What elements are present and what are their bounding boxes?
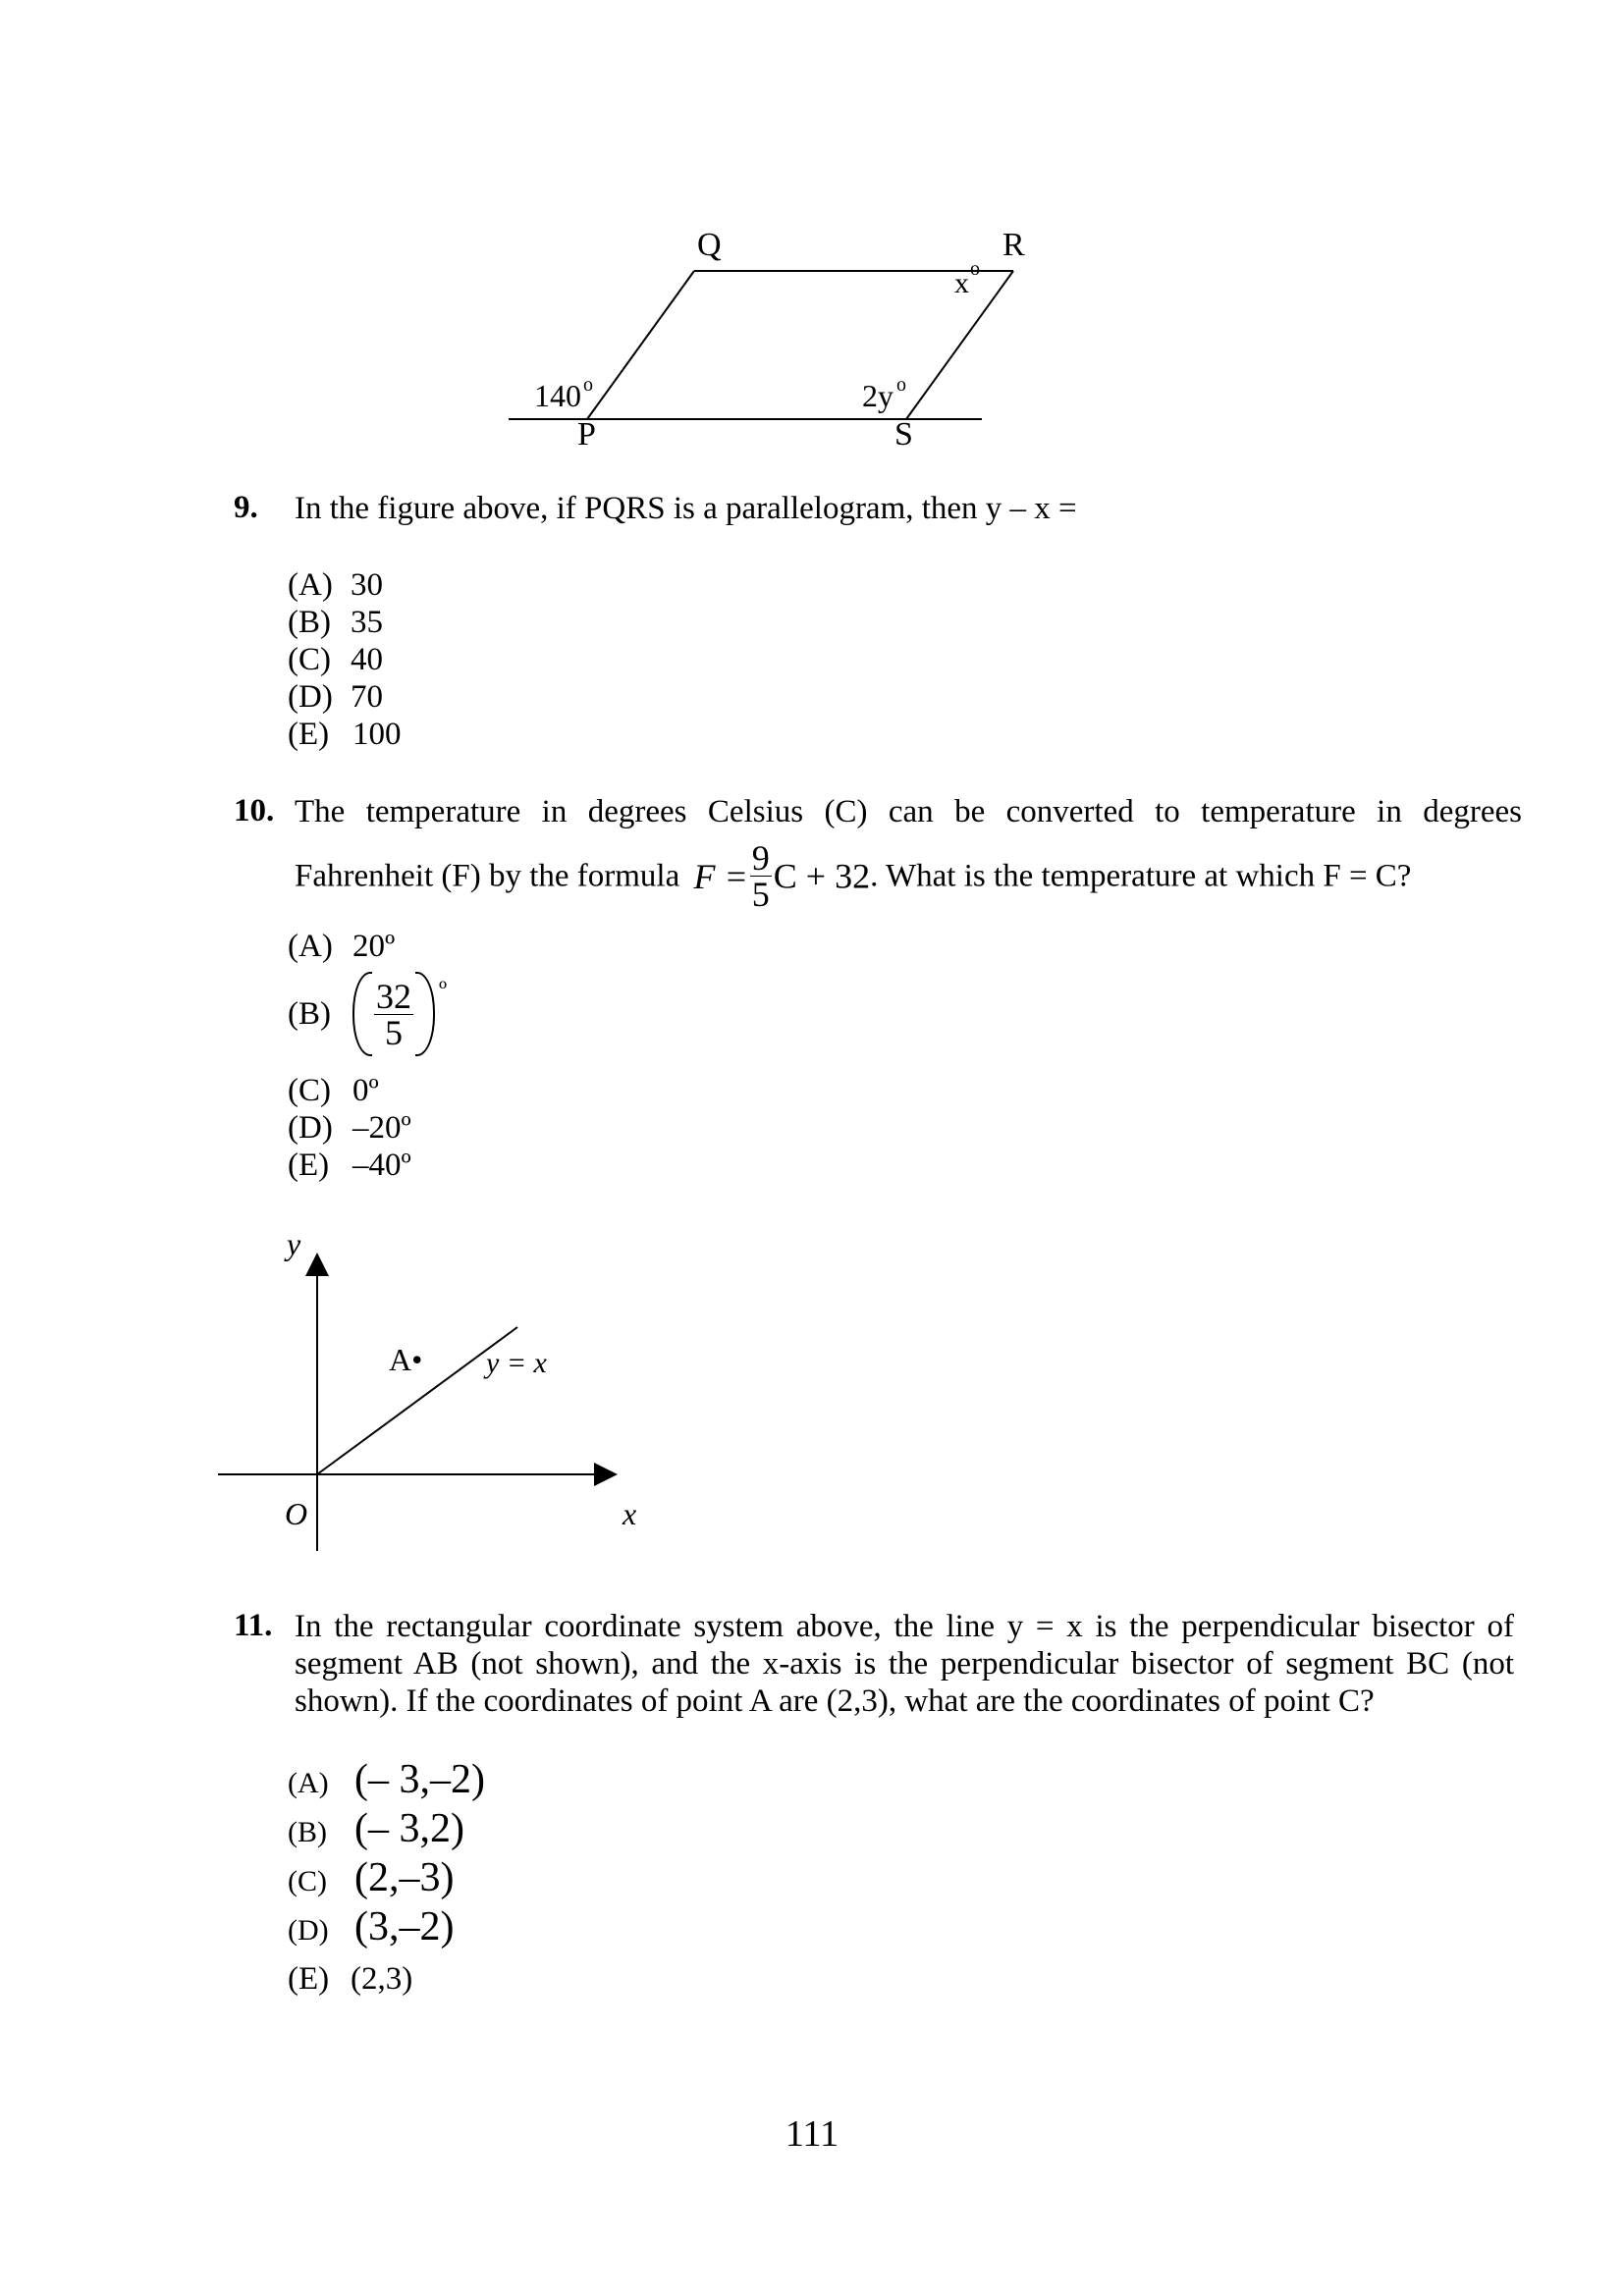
choice-label: (D) (288, 1914, 329, 1947)
choice-label: (C) (288, 1865, 327, 1897)
choice-value: –40º (352, 1148, 411, 1183)
choice-value: (– 3,2) (354, 1806, 464, 1851)
choice-label: (D) (288, 1110, 333, 1146)
q11-choice-e[interactable] (288, 1960, 412, 1998)
choice-label: (A) (288, 1767, 329, 1799)
label-p: P (577, 416, 596, 453)
choice-value: (2,3) (351, 1961, 413, 1997)
axis-label-x: x (623, 1496, 637, 1531)
choice-label: (E) (288, 1961, 330, 1997)
choice-label: (B) (288, 996, 331, 1032)
label-s: S (894, 416, 913, 453)
line-label: y = x (486, 1347, 547, 1379)
q11-choice-d[interactable] (288, 1904, 455, 1949)
choice-value: 20º (352, 929, 396, 964)
choice-b-denominator: 5 (385, 1012, 403, 1052)
q10-line2-pre: Fahrenheit (F) by the formula (295, 858, 680, 894)
label-q: Q (697, 227, 722, 263)
angle-2y-degree: o (896, 374, 906, 396)
choice-label: (C) (288, 1073, 331, 1108)
question-10-number: 10. (234, 793, 275, 828)
choice-label: (B) (288, 1816, 327, 1848)
axis-label-y: y (287, 1226, 301, 1261)
choice-label: (A) (288, 929, 333, 964)
choice-value: 100 (352, 717, 402, 752)
page-number: 111 (785, 2113, 839, 2155)
angle-140-label: 140 (534, 378, 581, 413)
choice-label: (D) (288, 679, 333, 715)
question-11-number: 11. (234, 1608, 273, 1643)
choice-b-degree: º (439, 976, 448, 1004)
q11-choice-c[interactable] (288, 1855, 455, 1900)
angle-x-degree: o (970, 258, 980, 280)
choice-value: –20º (352, 1110, 411, 1146)
label-r: R (1002, 227, 1025, 263)
point-a-label: A• (389, 1342, 423, 1377)
choice-value: (3,–2) (354, 1904, 455, 1949)
formula-numerator: 9 (751, 838, 770, 878)
choice-label: (C) (288, 642, 331, 677)
choice-label: (B) (288, 605, 331, 640)
choice-value: (– 3,–2) (354, 1757, 485, 1802)
choice-label: (E) (288, 717, 330, 752)
question-11-text: In the rectangular coordinate system above, the line y = x is the perpendicular bisector of segment AB (not shown), and the x-axis is the perpendicular bisector of segment BC (not shown). If the coordinates of point A are (2,3), what are the coordinates of point C? (295, 1609, 1514, 1719)
q11-choice-b[interactable] (288, 1806, 464, 1851)
angle-140-degree: o (583, 374, 593, 396)
choice-value: 30 (351, 567, 383, 603)
question-9-number: 9. (234, 490, 258, 525)
choice-value: 0º (352, 1073, 379, 1108)
q11-choice-a[interactable] (288, 1757, 485, 1802)
choice-value: (2,–3) (354, 1855, 455, 1900)
choice-label: (E) (288, 1148, 330, 1183)
formula-rhs: C + 32 (773, 856, 871, 896)
choice-value: 35 (351, 605, 383, 640)
choice-value: 70 (351, 679, 383, 715)
question-9-text: In the figure above, if PQRS is a parallelogram, then y – x = (295, 491, 1077, 526)
formula-denominator: 5 (751, 875, 770, 914)
choice-label: (A) (288, 567, 333, 603)
formula-lhs: F = (693, 856, 748, 896)
angle-2y-label: 2y (862, 378, 893, 413)
origin-label: O (285, 1496, 308, 1531)
angle-x-label: x (954, 267, 969, 299)
question-10-line1: The temperature in degrees Celsius (C) can be converted to temperature in degrees (295, 794, 1522, 829)
choice-b-numerator: 32 (376, 976, 411, 1016)
choice-value: 40 (351, 642, 383, 677)
q10-line2-post: . What is the temperature at which F = C? (870, 858, 1412, 894)
